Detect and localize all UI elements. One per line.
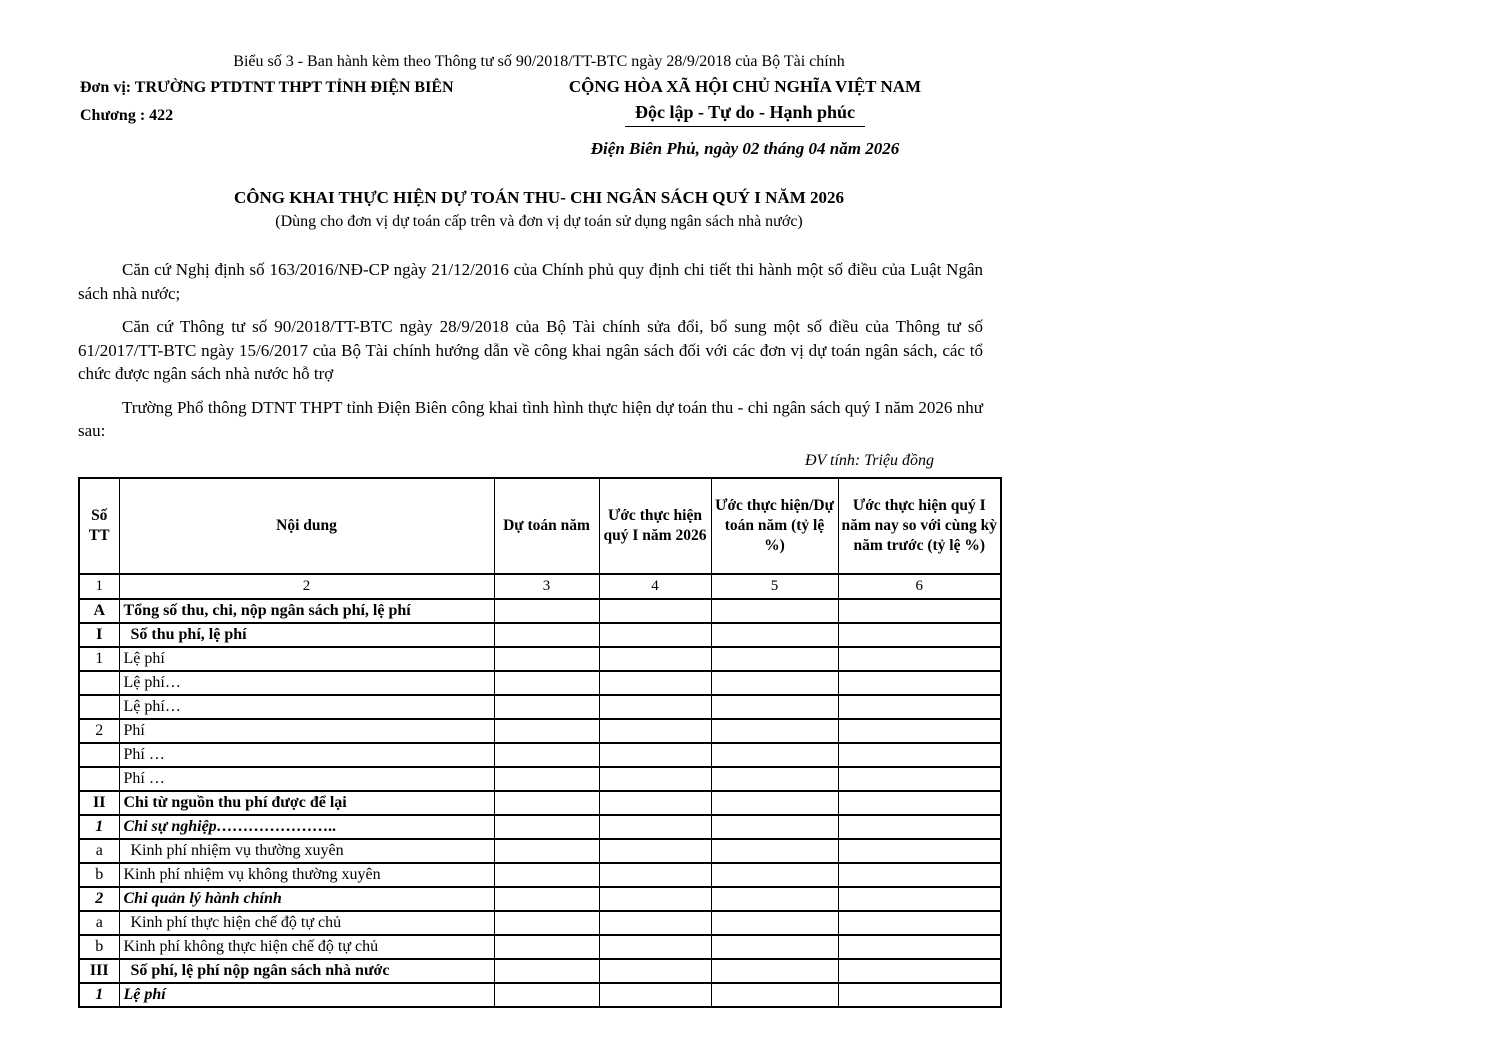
header-cell-dutoan: Dự toán năm [494, 478, 599, 574]
row-value-cell-col3 [494, 887, 599, 911]
table-row [79, 983, 1001, 1007]
row-value-cell-col3 [494, 671, 599, 695]
row-label-cell: Lệ phí… [119, 695, 494, 719]
row-value-cell-col4 [599, 791, 711, 815]
column-number: 3 [494, 574, 599, 599]
row-value-cell-col4 [599, 767, 711, 791]
place-date-line: Điện Biên Phủ, ngày 02 tháng 04 năm 2026 [590, 139, 900, 158]
row-number-cell: 2 [79, 719, 119, 743]
header-cell-tyle-cungky: Ước thực hiện quý I năm nay so với cùng kỳ năm trước (tỷ lệ %) [838, 478, 1001, 574]
column-number: 6 [838, 574, 1001, 599]
row-label-cell: Phí … [119, 743, 494, 767]
row-number-cell [79, 695, 119, 719]
row-value-cell-col3 [494, 959, 599, 983]
row-label-cell: Chi quản lý hành chính [119, 887, 494, 911]
row-label-cell: Tổng số thu, chi, nộp ngân sách phí, lệ phí [119, 599, 494, 623]
row-label-cell: Chi từ nguồn thu phí được để lại [119, 791, 494, 815]
row-number-cell: 1 [79, 647, 119, 671]
currency-unit-note: ĐV tính: Triệu đồng [804, 452, 934, 469]
row-value-cell-col6 [838, 671, 1001, 695]
table-row [79, 623, 1001, 647]
row-value-cell-col3 [494, 623, 599, 647]
row-value-cell-col3 [494, 983, 599, 1007]
row-value-cell-col5 [711, 959, 838, 983]
row-value-cell-col5 [711, 815, 838, 839]
row-number-cell [79, 671, 119, 695]
row-value-cell-col4 [599, 983, 711, 1007]
row-value-cell-col5 [711, 767, 838, 791]
row-value-cell-col5 [711, 623, 838, 647]
row-label-cell: Lệ phí [119, 983, 494, 1007]
row-value-cell-col5 [711, 671, 838, 695]
row-value-cell-col4 [599, 959, 711, 983]
row-value-cell-col3 [494, 743, 599, 767]
table-row [79, 839, 1001, 863]
paragraph-legal-basis-1: Căn cứ Nghị định số 163/2016/NĐ-CP ngày 21/12/2016 của Chính phủ quy định chi tiết thi hành một số điều của Luật Ngân sách nhà nước; [78, 260, 983, 303]
paragraph-announcement: Trường Phổ thông DTNT THPT tỉnh Điện Biên công khai tình hình thực hiện dự toán thu - chi ngân sách quý I năm 2026 như sau: [78, 397, 983, 440]
row-value-cell-col5 [711, 839, 838, 863]
row-value-cell-col3 [494, 599, 599, 623]
row-value-cell-col3 [494, 791, 599, 815]
row-label-cell: Kinh phí thực hiện chế độ tự chủ [119, 911, 494, 935]
row-value-cell-col3 [494, 911, 599, 935]
row-value-cell-col3 [494, 719, 599, 743]
row-value-cell-col4 [599, 719, 711, 743]
row-value-cell-col4 [599, 815, 711, 839]
row-value-cell-col5 [711, 719, 838, 743]
row-label-cell: Chi sự nghiệp………………….. [119, 815, 494, 839]
title-block [78, 188, 1000, 231]
unit-line: Đơn vị: TRƯỜNG PTDTNT THPT TỈNH ĐIỆN BIÊN [80, 79, 454, 96]
table-row [79, 959, 1001, 983]
row-value-cell-col3 [494, 935, 599, 959]
column-number: 5 [711, 574, 838, 599]
table-header-row [79, 478, 1001, 574]
row-value-cell-col6 [838, 743, 1001, 767]
row-number-cell: b [79, 935, 119, 959]
row-value-cell-col5 [711, 863, 838, 887]
row-value-cell-col5 [711, 791, 838, 815]
row-value-cell-col5 [711, 887, 838, 911]
header-right-block [520, 77, 970, 159]
table-row [79, 935, 1001, 959]
row-value-cell-col6 [838, 959, 1001, 983]
national-motto-line1: CỘNG HÒA XÃ HỘI CHỦ NGHĨA VIỆT NAM [568, 77, 922, 96]
row-value-cell-col5 [711, 935, 838, 959]
column-number: 4 [599, 574, 711, 599]
row-value-cell-col4 [599, 671, 711, 695]
row-number-cell: A [79, 599, 119, 623]
row-label-cell: Số thu phí, lệ phí [119, 623, 494, 647]
row-label-cell: Lệ phí… [119, 671, 494, 695]
table-row [79, 791, 1001, 815]
row-number-cell [79, 743, 119, 767]
table-row [79, 599, 1001, 623]
table-row [79, 671, 1001, 695]
row-value-cell-col6 [838, 623, 1001, 647]
row-value-cell-col5 [711, 647, 838, 671]
row-value-cell-col6 [838, 719, 1001, 743]
column-number-row [79, 574, 1001, 599]
budget-table [78, 477, 1002, 1008]
row-number-cell: b [79, 863, 119, 887]
table-row [79, 695, 1001, 719]
table-row [79, 647, 1001, 671]
row-value-cell-col6 [838, 839, 1001, 863]
table-row [79, 863, 1001, 887]
header-left-block [80, 79, 454, 125]
row-value-cell-col4 [599, 599, 711, 623]
row-value-cell-col6 [838, 911, 1001, 935]
row-label-cell: Phí … [119, 767, 494, 791]
table-row [79, 743, 1001, 767]
row-value-cell-col5 [711, 695, 838, 719]
row-value-cell-col6 [838, 695, 1001, 719]
row-value-cell-col5 [711, 911, 838, 935]
row-value-cell-col3 [494, 695, 599, 719]
table-row [79, 887, 1001, 911]
table-row [79, 719, 1001, 743]
row-number-cell: 1 [79, 815, 119, 839]
document-subtitle: (Dùng cho đơn vị dự toán cấp trên và đơn vị dự toán sử dụng ngân sách nhà nước) [275, 213, 803, 230]
table-row [79, 815, 1001, 839]
row-value-cell-col3 [494, 767, 599, 791]
row-number-cell: I [79, 623, 119, 647]
row-value-cell-col6 [838, 935, 1001, 959]
row-value-cell-col6 [838, 599, 1001, 623]
row-label-cell: Kinh phí không thực hiện chế độ tự chủ [119, 935, 494, 959]
document-title: CÔNG KHAI THỰC HIỆN DỰ TOÁN THU- CHI NGÂN SÁCH QUÝ I NĂM 2026 [234, 188, 844, 207]
column-number: 2 [119, 574, 494, 599]
row-value-cell-col4 [599, 935, 711, 959]
row-value-cell-col6 [838, 815, 1001, 839]
chapter-line: Chương : 422 [80, 107, 174, 124]
row-value-cell-col4 [599, 647, 711, 671]
row-value-cell-col5 [711, 599, 838, 623]
row-value-cell-col6 [838, 791, 1001, 815]
row-number-cell: 2 [79, 887, 119, 911]
column-number: 1 [79, 574, 119, 599]
row-value-cell-col3 [494, 647, 599, 671]
row-value-cell-col4 [599, 743, 711, 767]
row-label-cell: Lệ phí [119, 647, 494, 671]
row-value-cell-col4 [599, 623, 711, 647]
row-value-cell-col6 [838, 647, 1001, 671]
header-cell-noidung: Nội dung [119, 478, 494, 574]
header-cell-tyle-dutoan: Ước thực hiện/Dự toán năm (tỷ lệ %) [711, 478, 838, 574]
row-value-cell-col6 [838, 887, 1001, 911]
row-value-cell-col4 [599, 911, 711, 935]
issuance-note: Biểu số 3 - Ban hành kèm theo Thông tư số 90/2018/TT-BTC ngày 28/9/2018 của Bộ Tài chính [233, 53, 845, 70]
row-label-cell: Kinh phí nhiệm vụ không thường xuyên [119, 863, 494, 887]
row-value-cell-col4 [599, 839, 711, 863]
table-header [79, 478, 1001, 599]
row-value-cell-col4 [599, 887, 711, 911]
row-number-cell [79, 767, 119, 791]
row-value-cell-col4 [599, 695, 711, 719]
row-label-cell: Số phí, lệ phí nộp ngân sách nhà nước [119, 959, 494, 983]
body-paragraphs [78, 258, 983, 453]
row-number-cell: II [79, 791, 119, 815]
row-number-cell: 1 [79, 983, 119, 1007]
row-value-cell-col3 [494, 839, 599, 863]
header-cell-uocquy1: Ước thực hiện quý I năm 2026 [599, 478, 711, 574]
paragraph-legal-basis-2: Căn cứ Thông tư số 90/2018/TT-BTC ngày 28/9/2018 của Bộ Tài chính sửa đổi, bổ sung một số điều của Thông tư số 61/2017/TT-BTC ngày 15/6/2017 của Bộ Tài chính hướng dẫn về công khai ngân sách đối với các đơn vị dự toán ngân sách, các tổ chức được ngân sách nhà nước hỗ trợ [78, 317, 983, 383]
row-number-cell: a [79, 911, 119, 935]
row-value-cell-col3 [494, 863, 599, 887]
header-cell-stt: Số TT [79, 478, 119, 574]
table-row [79, 767, 1001, 791]
row-label-cell: Phí [119, 719, 494, 743]
row-value-cell-col3 [494, 815, 599, 839]
table-row [79, 911, 1001, 935]
row-value-cell-col5 [711, 743, 838, 767]
row-value-cell-col6 [838, 767, 1001, 791]
national-motto-line2: Độc lập - Tự do - Hạnh phúc [625, 102, 865, 127]
row-value-cell-col4 [599, 863, 711, 887]
row-value-cell-col6 [838, 983, 1001, 1007]
row-value-cell-col6 [838, 863, 1001, 887]
table-body [79, 599, 1001, 1007]
row-number-cell: III [79, 959, 119, 983]
row-number-cell: a [79, 839, 119, 863]
row-value-cell-col5 [711, 983, 838, 1007]
row-label-cell: Kinh phí nhiệm vụ thường xuyên [119, 839, 494, 863]
